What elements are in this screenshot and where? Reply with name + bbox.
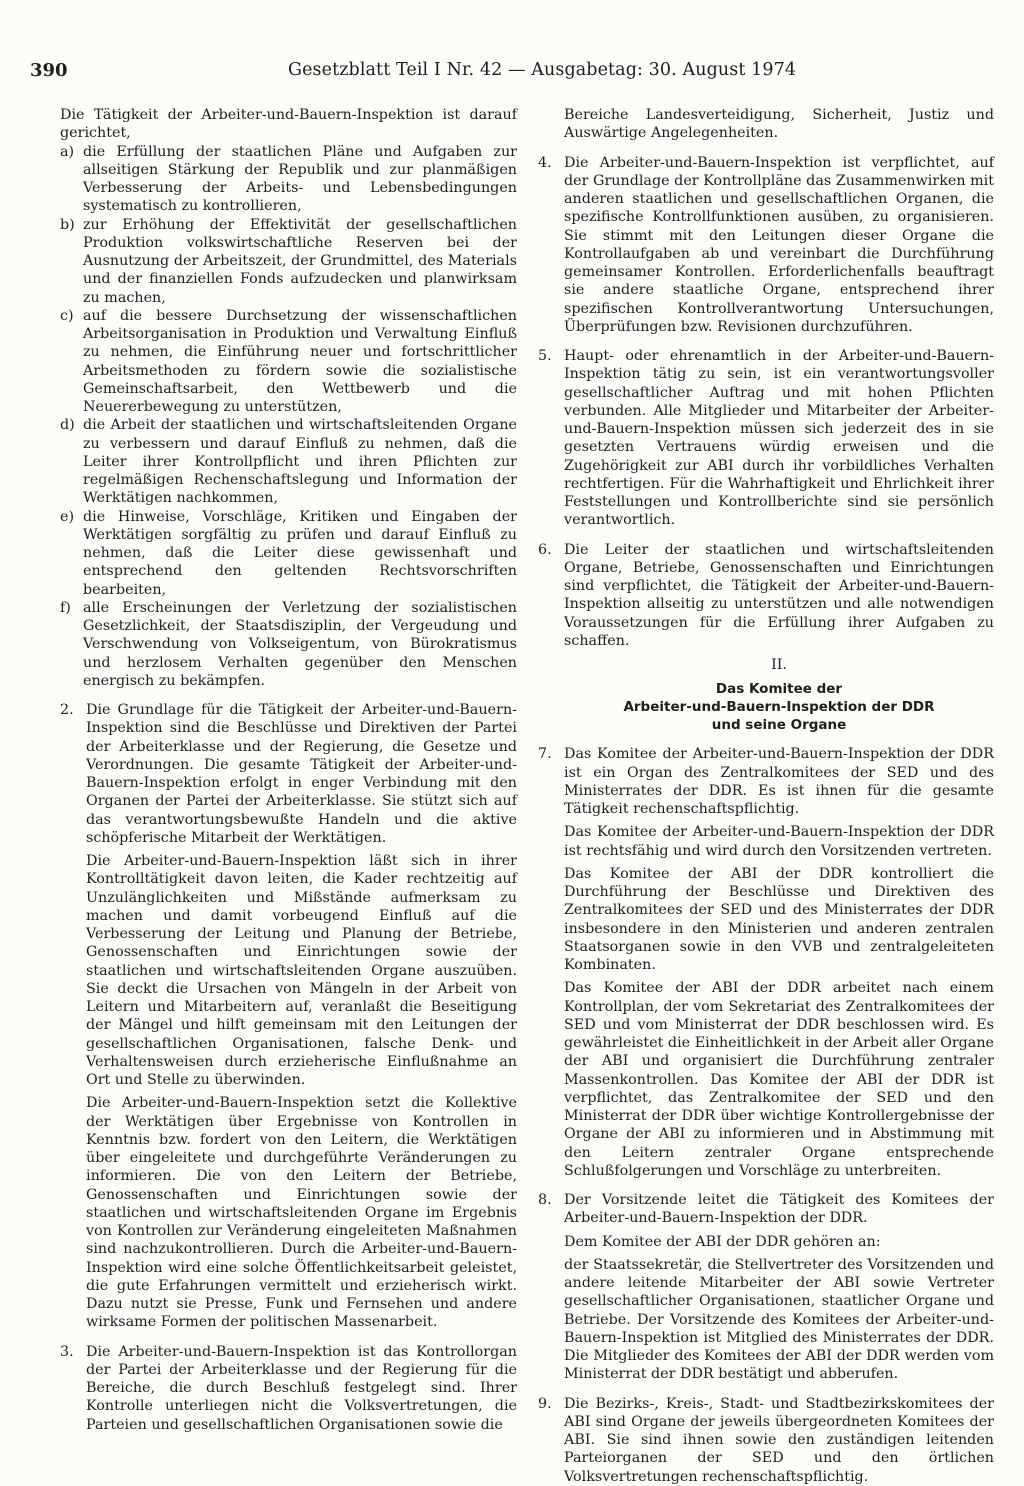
paragraph-text: Das Komitee der Arbeiter-und-Bauern-Inspektion der DDR ist rechtsfähig und wird durch den Vorsitzenden vertreten. bbox=[564, 824, 994, 859]
right-column bbox=[538, 106, 994, 1486]
paragraph-text: Die Bezirks-, Kreis-, Stadt- und Stadtbezirkskomitees der ABI sind Organe der jeweils übergeordneten Komitees der ABI. Sie sind ihnen sowie den zuständigen leitenden Parteiorganen der SED und den örtlichen Volksvertretungen rechenschaftspflichtig. bbox=[564, 1395, 994, 1485]
paragraph-4 bbox=[538, 154, 994, 337]
paragraph-3-continued bbox=[538, 106, 994, 143]
list-item bbox=[60, 508, 517, 599]
paragraph-text: Die Arbeiter-und-Bauern-Inspektion ist verpflichtet, auf der Grundlage der Kontrollpläne das Zusammenwirken mit anderen staatlichen und gesellschaftlichen Organen, die spezifische Kontrollfunktionen ausüben, zu organisieren. Sie stimmt mit den Leitungen dieser Organe die Kontrollaufgaben ab und vereinbart die Durchführung gemeinsamer Kontrollen. Erforderlichenfalls beauftragt sie andere staatliche Organe, entsprechend ihrer spezifischen Kontrollverantwortung Untersuchungen, Überprüfungen bzw. Revisionen durchzuführen. bbox=[564, 154, 994, 335]
paragraph-number: 8. bbox=[538, 1192, 552, 1208]
paragraph-text: Das Komitee der ABI der DDR kontrolliert die Durchführung der Beschlüsse und Direktiven des Zentralkomitees der SED und des Ministerrates der DDR insbesondere in den Ministerien und anderen zentralen Staatsorganen sowie in den VVB und zentralgeleiteten Kombinaten. bbox=[564, 865, 994, 973]
page-header bbox=[30, 60, 994, 86]
section-heading-line: Das Komitee der bbox=[715, 681, 843, 698]
paragraph-number: 6. bbox=[538, 541, 552, 558]
paragraph-text: der Staatssekretär, die Stellvertreter des Vorsitzenden und andere leitende Mitarbeiter der ABI sowie Vertreter gesellschaftlicher Organisationen, staatlicher Organe und Betriebe. Der Vorsitzende des Komitees der Arbeiter-und-Bauern-Inspektion ist Mitglied des Ministerrates der DDR. Die Mitglieder des Komitees der ABI der DDR werden vom Ministerrat der DDR bestätigt und abberufen. bbox=[564, 1256, 994, 1383]
item-label: c) bbox=[60, 307, 74, 324]
item-label: f) bbox=[60, 599, 71, 616]
paragraph-text: Die Grundlage für die Tätigkeit der Arbeiter-und-Bauern-Inspektion sind die Beschlüsse und Direktiven der Partei der Arbeiterklasse und der Regierung, die Gesetze und Verordnungen. Die gesamte Tätigkeit der Arbeiter-und-Bauern-Inspektion erfolgt in enger Verbindung mit den Organen der Partei der Arbeiterklasse. Sie stützt sich auf das verantwortungsbewußte Handeln und die aktive schöpferische Mitarbeit der Werktätigen. bbox=[86, 702, 517, 846]
list-item bbox=[60, 143, 517, 216]
section-heading bbox=[538, 680, 994, 734]
paragraph-text: Die Leiter der staatlichen und wirtschaftsleitenden Organe, Betriebe, Genossenschaften und Einrichtungen sind verpflichtet, die Tätigkeit der Arbeiter-und-Bauern-Inspektion allseitig zu unterstützen und alle notwendigen Voraussetzungen für die Erfüllung ihrer Aufgaben zu schaffen. bbox=[564, 541, 994, 649]
paragraph-text: Haupt- oder ehrenamtlich in der Arbeiter-und-Bauern-Inspektion tätig zu sein, ist ein verantwortungsvoller gesellschaftlicher Auftrag und mit hohen Pflichten verbunden. Alle Mitglieder und Mitarbeiter der Arbeiter-und-Bauern-Inspektion müssen sich jederzeit des in sie gesetzten Vertrauens würdig erweisen und die Zugehörigkeit zur ABI durch ihr vorbildliches Verhalten rechtfertigen. Für die Wahrhaftigkeit und Ehrlichkeit ihrer Feststellungen und Kontrollberichte sind sie persönlich verantwortlich. bbox=[564, 348, 994, 529]
item-label: e) bbox=[60, 508, 75, 525]
paragraph-7 bbox=[538, 745, 994, 1180]
item-label: a) bbox=[60, 143, 75, 160]
list-item bbox=[60, 599, 517, 690]
paragraph-text: Das Komitee der ABI der DDR arbeitet nach einem Kontrollplan, der vom Sekretariat des Zentralkomitees der SED und vom Ministerrat der DDR beschlossen wird. Es gewährleistet die Einheitlichkeit in der Arbeit aller Organe der ABI und organisiert die Durchführung zentraler Massenkontrollen. Das Komitee der ABI der DDR ist verpflichtet, das Zentralkomitee der SED und den Ministerrat der DDR über wichtige Kontrollergebnisse der Organe der ABI zu informieren und in Abstimmung mit den Leitern zentraler Organe entsprechende Schlußfolgerungen und Vorschläge zu unterbreiten. bbox=[564, 980, 994, 1179]
paragraph-number: 4. bbox=[538, 154, 552, 171]
section-heading-line: Arbeiter-und-Bauern-Inspektion der DDR bbox=[623, 699, 935, 716]
paragraph-5 bbox=[538, 347, 994, 530]
paragraph-2 bbox=[60, 701, 517, 1332]
paragraph-text: Bereiche Landesverteidigung, Sicherheit, Justiz und Auswärtige Angelegenheiten. bbox=[564, 107, 994, 142]
paragraph-text: Die Arbeiter-und-Bauern-Inspektion ist das Kontrollorgan der Partei der Arbeiterklasse und der Regierung für die Bereiche, die durch Beschluß festgelegt sind. Ihrer Kontrolle unterliegen nicht die Volksvertretungen, die Parteien und gesellschaftlichen Organisationen sowie die bbox=[86, 1343, 517, 1433]
paragraph-text: Das Komitee der Arbeiter-und-Bauern-Inspektion der DDR ist ein Organ des Zentralkomitees der SED und des Ministerrates der DDR. Es ist ihnen für die gesamte Tätigkeit rechenschaftspflichtig. bbox=[564, 746, 994, 817]
section-number: II. bbox=[771, 657, 787, 673]
paragraph-number: 9. bbox=[538, 1395, 552, 1412]
paragraph-9 bbox=[538, 1395, 994, 1486]
item-text: die Erfüllung der staatlichen Pläne und Aufgaben zur allseitigen Stärkung der Republik und zur planmäßigen Verbesserung der Arbeits- und Lebensbedingungen systematisch zu kontrollieren, bbox=[83, 143, 517, 215]
page-number: 390 bbox=[30, 60, 68, 81]
list-item bbox=[60, 307, 517, 417]
paragraph-8 bbox=[538, 1191, 994, 1384]
paragraph-3 bbox=[60, 1343, 517, 1434]
paragraph-text: Die Arbeiter-und-Bauern-Inspektion setzt die Kollektive der Werktätigen über Ergebnisse von Kontrollen in Kenntnis bzw. fordert von den Leitern, die Werktätigen über eingeleitete und durchgeführte Veränderungen zu informieren. Die von den Leitern der Betriebe, Genossenschaften und Einrichtungen sowie der staatlichen und wirtschaftsleitenden Organe im Ergebnis von Kontrollen zur Veränderung eingeleiteten Maßnahmen sind nachzukontrollieren. Durch die Arbeiter-und-Bauern-Inspektion wird eine solche Öffentlichkeitsarbeit geleistet, die gute Erfahrungen vermittelt und erzieherisch wirkt. Dazu nutzt sie Presse, Funk und Fernsehen und andere wirksame Formen der politischen Massenarbeit. bbox=[86, 1095, 517, 1331]
paragraph-text: Dem Komitee der ABI der DDR gehören an: bbox=[564, 1233, 881, 1250]
item-text: die Hinweise, Vorschläge, Kritiken und Eingaben der Werktätigen sorgfältig zu prüfen und darauf Einfluß zu nehmen, daß die Leiter diese gewissenhaft und entsprechend den geltenden Rechtsvorschriften bearbeiten, bbox=[83, 508, 517, 598]
paragraph-number: 5. bbox=[538, 348, 552, 364]
paragraph-number: 3. bbox=[60, 1343, 74, 1360]
paragraph-text: Der Vorsitzende leitet die Tätigkeit des Komitees der Arbeiter-und-Bauern-Inspektion der DDR. bbox=[564, 1192, 994, 1227]
gazette-title: Gesetzblatt Teil I Nr. 42 — Ausgabetag: 30. August 1974 bbox=[288, 60, 797, 80]
list-item bbox=[60, 216, 517, 307]
item-text: zur Erhöhung der Effektivität der gesellschaftlichen Produktion volkswirtschaftliche Reserven bei der Ausnutzung der Arbeitszeit, der Grundmittel, des Materials und der finanziellen Fonds aufzudecken und planwirksam zu machen, bbox=[83, 216, 517, 306]
paragraph-text: Die Arbeiter-und-Bauern-Inspektion läßt sich in ihrer Kontrolltätigkeit davon leiten, die Kader rechtzeitig auf Unzulänglichkeiten und Mißstände aufmerksam zu machen und damit vorbeugend Einfluß auf die Verbesserung der Leitung und Planung der Betriebe, Genossenschaften und Einrichtungen sowie der staatlichen und wirtschaftsleitenden Organe auszuüben. Sie deckt die Ursachen von Mängeln in der Arbeit von Leitern und Mitarbeitern auf, veranlaßt die Beseitigung der Mängel und hilft gemeinsam mit den Leitungen der gesellschaftlichen Organisationen, falsche Denk- und Verhaltensweisen durch erzieherische Einflußnahme an Ort und Stelle zu überwinden. bbox=[86, 853, 517, 1088]
section-heading-line: und seine Organe bbox=[711, 717, 847, 734]
intro-text: Die Tätigkeit der Arbeiter-und-Bauern-Inspektion ist darauf gerichtet, bbox=[60, 107, 517, 142]
list-item bbox=[60, 416, 517, 507]
paragraph-number: 2. bbox=[60, 702, 74, 718]
item-text: alle Erscheinungen der Verletzung der sozialistischen Gesetzlichkeit, der Staatsdisziplin, der Vergeudung und Verschwendung von Volkseigentum, von Bürokratismus und herzlosem Verhalten gegenüber den Menschen energisch zu bekämpfen. bbox=[83, 599, 517, 689]
left-column bbox=[60, 106, 517, 1434]
paragraph-6 bbox=[538, 541, 994, 651]
item-text: die Arbeit der staatlichen und wirtschaftsleitenden Organe zu verbessern und darauf Einfluß zu nehmen, daß die Leiter ihrer Kontrollpflicht und ihren Pflichten zur regelmäßigen Rechenschaftslegung und Information der Werktätigen nachkommen, bbox=[83, 417, 517, 507]
item-label: b) bbox=[60, 216, 75, 233]
item-text: auf die bessere Durchsetzung der wissenschaftlichen Arbeitsorganisation in Produktion und Verwaltung Einfluß zu nehmen, die Einführung neuer und fortschrittlicher Arbeitsmethoden zu fördern sowie die sozialistische Gemeinschaftsarbeit, den Wettbewerb und die Neuererbewegung zu unterstützen, bbox=[83, 307, 517, 415]
paragraph-number: 7. bbox=[538, 746, 552, 763]
item-label: d) bbox=[60, 417, 75, 434]
